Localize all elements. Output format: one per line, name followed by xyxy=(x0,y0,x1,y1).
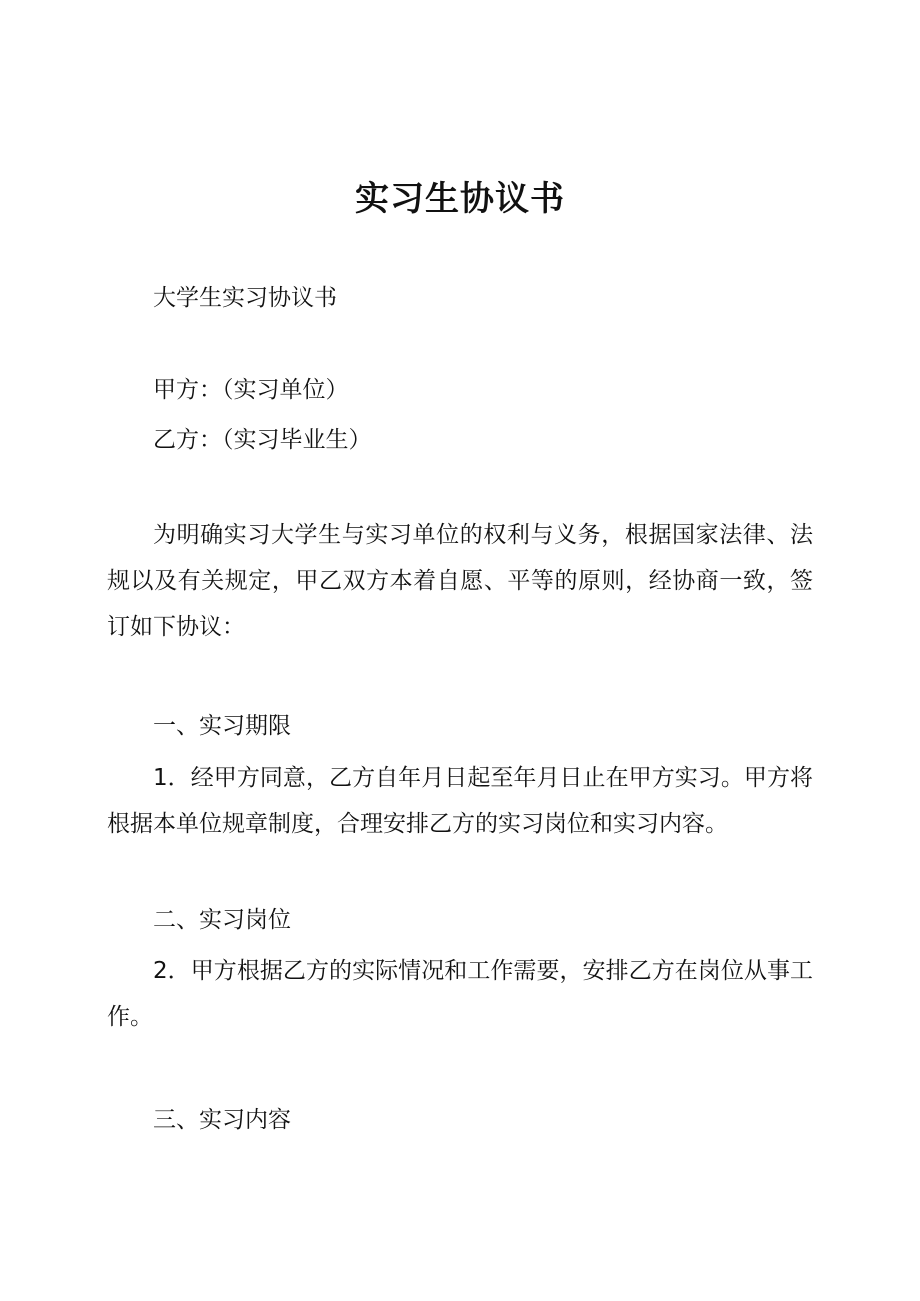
section-body: 1．经甲方同意，乙方自年月日起至年月日止在甲方实习。甲方将根据本单位规章制度，合理安排乙方的实习岗位和实习内容。 xyxy=(107,765,813,837)
section-heading: 一、实习期限 xyxy=(153,713,291,739)
document-title: 实习生协议书 xyxy=(355,179,565,219)
document-subtitle: 大学生实习协议书 xyxy=(153,285,337,311)
section-heading: 二、实习岗位 xyxy=(153,907,291,933)
party-a-line: 甲方：（实习单位） xyxy=(153,377,349,403)
party-b-line: 乙方：（实习毕业生） xyxy=(153,427,372,453)
section-heading: 三、实习内容 xyxy=(153,1107,291,1133)
preamble-paragraph: 为明确实习大学生与实习单位的权利与义务，根据国家法律、法规以及有关规定，甲乙双方本着自愿、平等的原则，经协商一致，签订如下协议： xyxy=(107,522,813,640)
section-body: 2．甲方根据乙方的实际情况和工作需要，安排乙方在岗位从事工作。 xyxy=(107,958,813,1030)
